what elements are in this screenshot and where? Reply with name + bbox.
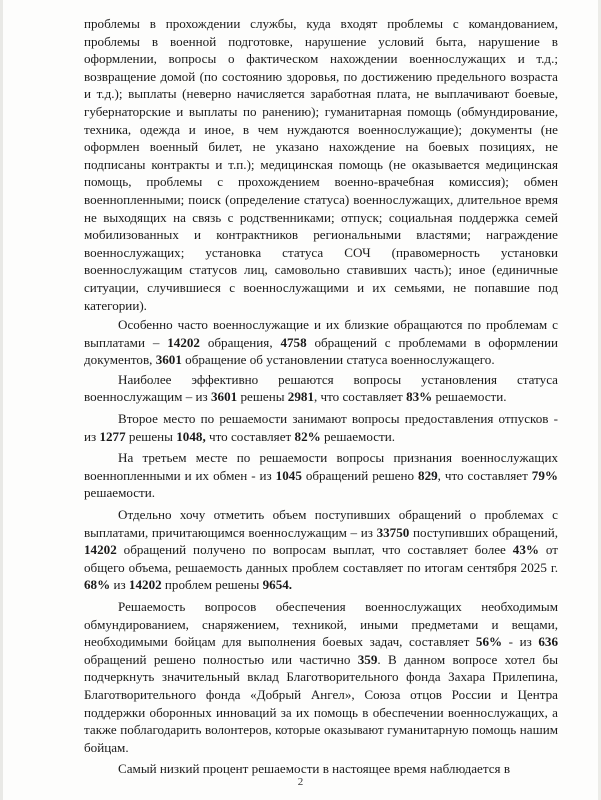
paragraph-leave-resolution: Второе место по решаемости занимают вопросы предоставления отпусков - из 1277 решены 1048, что составляет 82% решаемости. — [84, 411, 558, 444]
paragraph-categories-list: проблемы в прохождении службы, куда входят проблемы с командованием, проблемы в военной подготовке, нарушение условий быта, нарушение в оформлении, вопросы о фактическом нахождении военнослужащих и т.д.; возвращение домой (по состоянию здоровья, по достижению предельного возраста и т.д.); выплаты (неверно начисляется заработная плата, не выплачивают боевые, губернаторские и выплаты по ранению); гуманитарная помощь (обмундирование, техника, одежда и иное, в чем нуждаются военнослужащие); документы (не оформлен военный билет, не указано нахождение на боевых позициях, не подписаны контракты и т.п.); медицинская помощь (не оказывается медицинская помощь, проблемы с прохождением военно-врачебная комиссия); обмен военнопленными; поиск (определение статуса) военнослужащих, длительное время не выходящих на связь с родственниками; отпуск; социальная поддержка семей мобилизованных и контрактников региональными властями; награждение военнослужащих; установка статуса СОЧ (правомерность установки военнослужащим статусов лиц, самовольно ставивших часть); иное (единичные ситуации, случившиеся с военнослужащими и их семьями, не попавшие под категории). — [84, 16, 558, 313]
document-body — [84, 15, 558, 778]
paragraph-frequent-appeals: Особенно часто военнослужащие и их близкие обращаются по проблемам с выплатами – 14202 обращения, 4758 обращений с проблемами в оформлении документов, 3601 обращение об установлении статуса военнослужащего. — [84, 317, 558, 368]
paragraph-status-resolution: Наиболее эффективно решаются вопросы установления статуса военнослужащим – из 3601 решены 2981, что составляет 83% решаемости. — [84, 371, 558, 405]
paragraph-pow-resolution: На третьем месте по решаемости вопросы признания военнослужащих военнопленными и их обмен - из 1045 обращений решено 829, что составляет 79% решаемости. — [84, 450, 558, 501]
scan-edge-left — [0, 0, 3, 800]
paragraph-payments-volume: Отдельно хочу отметить объем поступивших обращений о проблемах с выплатами, причитающимся военнослужащим – из 33750 поступивших обращений, 14202 обращений получено по вопросам выплат, что составляет более 43% от общего объема, решаемость данных проблем составляет по итогам сентября 2025 г. 68% из 14202 проблем решены 9654. — [84, 507, 559, 593]
page-number: 2 — [297, 776, 304, 788]
paragraph-equipment-resolution: Решаемость вопросов обеспечения военнослужащих необходимым обмундированием, снаряжением, техникой, иными предметами и вещами, необходимыми бойцам для выполнения боевых задач, составляет 56% - из 636 обращений решено полностью или частично 359. В данном вопросе хотел бы подчеркнуть значительный вклад Благотворительного фонда Захара Прилепина, Благотворительного фонда «Добрый Ангел», Союза отцов России и Центра поддержки оборонных инноваций за их помощь в обеспечении военнослужащих, а также поблагодарить волонтеров, которые оказывают гуманитарную помощь нашим бойцам. — [84, 599, 558, 755]
paragraph-lowest-resolution: Самый низкий процент решаемости в настоящее время наблюдается в — [118, 761, 511, 777]
